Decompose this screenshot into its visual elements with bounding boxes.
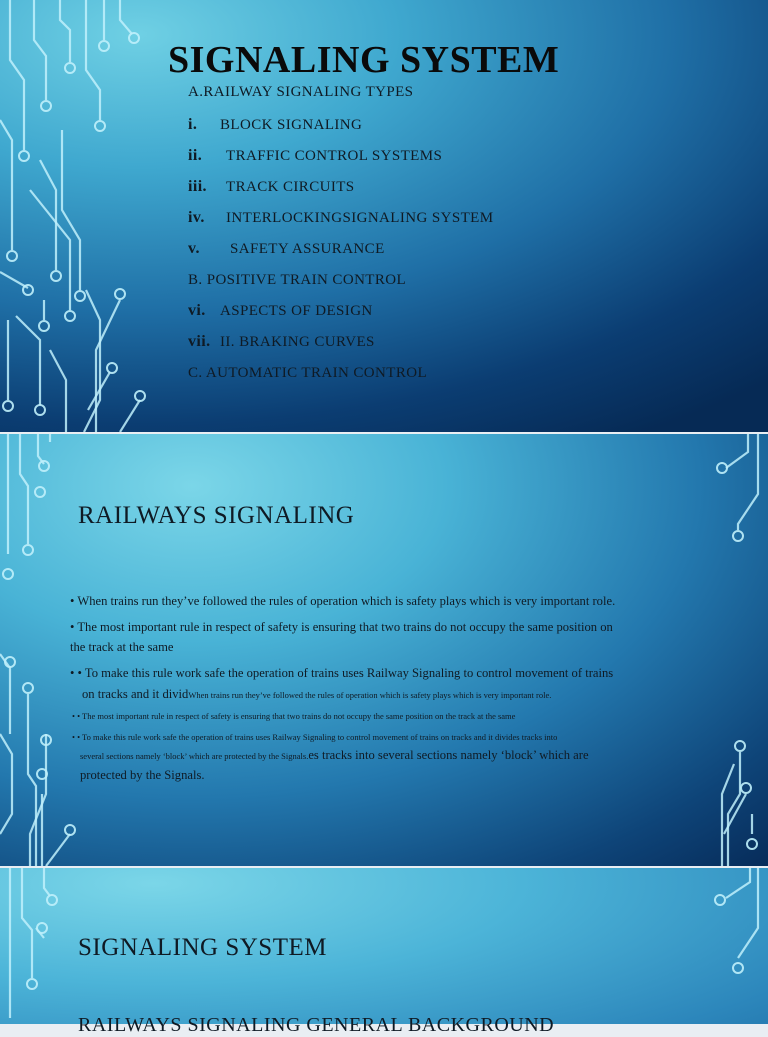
outline-item [188,178,355,196]
outline-item [188,209,493,227]
bullet-2-line-2: the track at the same [70,640,174,654]
bullet-4: • • The most important rule in respect of safety is ensuring that two trains do not occupy the same position on the track at the same [72,711,516,721]
bullet-3-overlap-text: When trains run they’ve followed the rules of operation which is safety plays which is very important role. [188,690,552,700]
circuit-decoration-right [698,434,768,866]
circuit-decoration-left [0,0,170,432]
outline-item-text: II. BRAKING CURVES [220,334,375,350]
outline-item [188,240,385,258]
slide-2[interactable] [0,434,768,866]
outline-item-text: A.RAILWAY SIGNALING TYPES [188,84,414,100]
outline-item-number: iv. [188,209,205,226]
circuit-decoration-right [698,868,768,1024]
outline-item [188,333,375,351]
outline-item-text: SAFETY ASSURANCE [230,241,385,257]
bullet-5-line-1: • • To make this rule work safe the operation of trains uses Railway Signaling to control movement of trains on tracks and it divides tracks into [72,732,558,742]
outline-item-number: iii. [188,178,207,195]
outline-item-number: vi. [188,302,206,319]
outline-item [188,272,406,289]
outline-item [188,84,413,101]
outline-item-number: ii. [188,147,203,164]
bullet-3-line-2 [82,683,551,706]
outline-item [188,147,442,165]
bullet-5-small-text: several sections namely ‘block’ which are protected by the Signals. [80,751,309,761]
outline-item-text: TRAFFIC CONTROL SYSTEMS [226,148,443,164]
bullet-5-text: es tracks into several sections namely ‘block’ which are [308,748,589,762]
slide-1-title: SIGNALING SYSTEM [168,39,560,81]
slide-3-subtitle: RAILWAYS SIGNALING GENERAL BACKGROUND [78,1014,555,1036]
slide-2-title: RAILWAYS SIGNALING [78,502,355,529]
outline-item [188,365,427,382]
outline-item-number: i. [188,116,198,133]
bullet-5-line-3: protected by the Signals. [80,768,205,782]
outline-item-text: INTERLOCKINGSIGNALING SYSTEM [226,210,494,226]
outline-item-text: TRACK CIRCUITS [226,179,355,195]
outline-item-number: vii. [188,333,211,350]
outline-item [188,302,373,320]
bullet-3-line-1: • • To make this rule work safe the operation of trains uses Railway Signaling to control movement of trains [70,666,614,680]
circuit-decoration-left [0,868,80,1024]
slide-1[interactable] [0,0,768,432]
bullet-1: • When trains run they’ve followed the rules of operation which is safety plays which is very important role. [70,594,616,608]
bullet-2-line-1: • The most important rule in respect of safety is ensuring that two trains do not occupy the same position on [70,620,613,634]
bullet-3-text: on tracks and it divid [82,687,189,701]
slide-3-title: SIGNALING SYSTEM [78,934,327,961]
outline-item-number: v. [188,240,200,257]
outline-item-text: BLOCK SIGNALING [220,117,363,133]
outline-item [188,116,362,134]
outline-item-text: B. POSITIVE TRAIN CONTROL [188,272,407,288]
outline-item-text: ASPECTS OF DESIGN [220,303,373,319]
outline-item-text: C. AUTOMATIC TRAIN CONTROL [188,365,428,381]
